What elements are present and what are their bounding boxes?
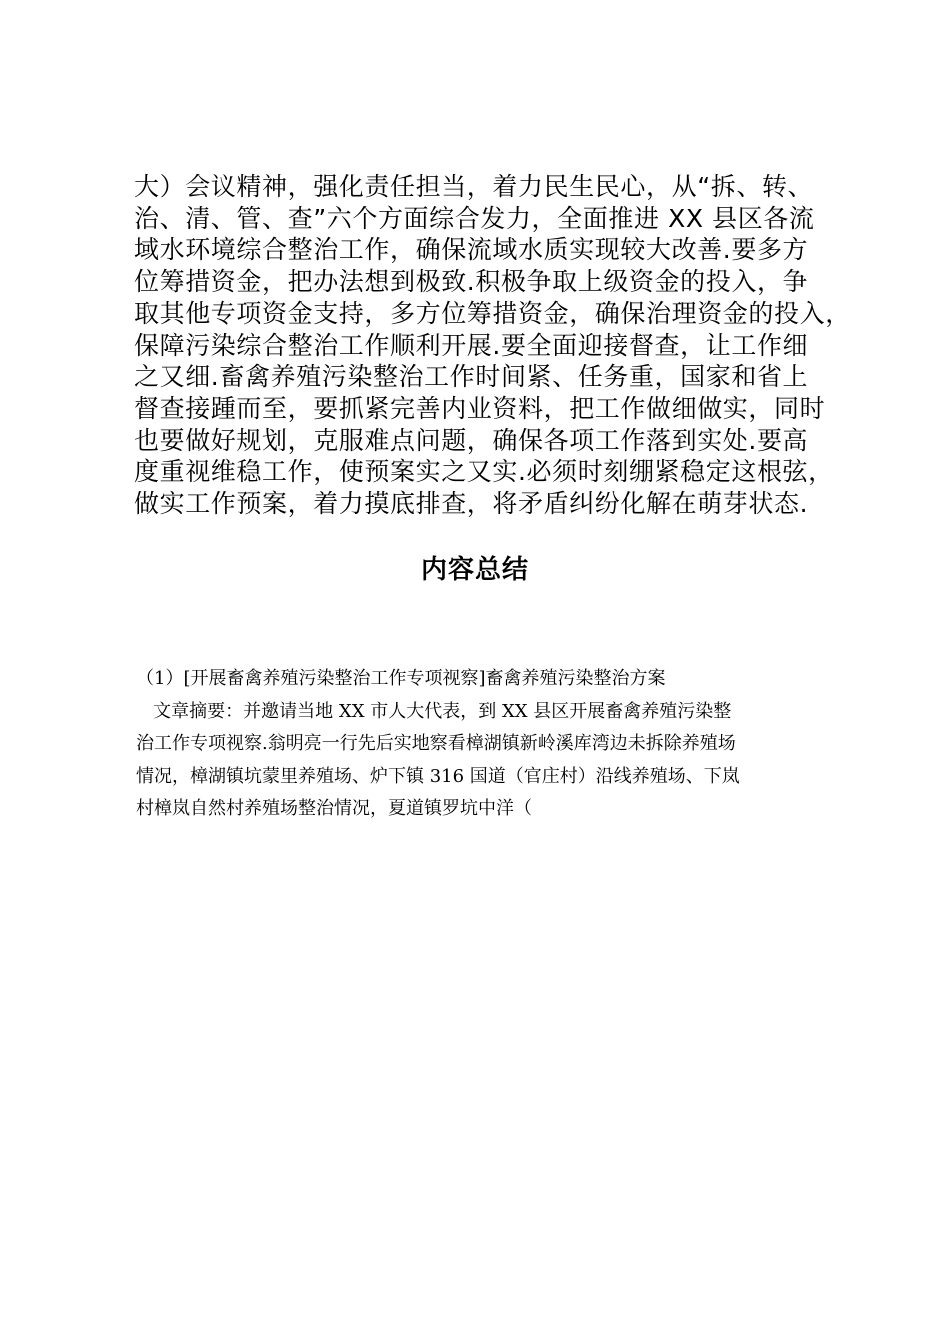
body-line: 域水环境综合整治工作，确保流域水质实现较大改善.要多方: [134, 235, 809, 265]
body-line: 督查接踵而至，要抓紧完善内业资料，把工作做细做实，同时: [134, 393, 826, 423]
body-line: 之又细.畜禽养殖污染整治工作时间紧、任务重，国家和省上: [134, 362, 809, 392]
body-line: 位筹措资金，把办法想到极致.积极争取上级资金的投入，争: [134, 267, 809, 297]
body-line: 也要做好规划，克服难点问题，确保各项工作落到实处.要高: [134, 425, 809, 455]
summary-line: 治工作专项视察.翁明亮一行先后实地察看樟湖镇新岭溪库湾边未拆除养殖场: [136, 733, 736, 754]
summary-paragraph: [136, 663, 836, 826]
body-line: 取其他专项资金支持，多方位筹措资金，确保治理资金的投入，: [134, 298, 851, 328]
body-line: 做实工作预案，着力摸底排查，将矛盾纠纷化解在萌芽状态.: [134, 489, 809, 519]
body-line: 大）会议精神，强化责任担当，着力民生民心，从“拆、转、: [134, 172, 814, 201]
body-paragraph: [134, 171, 851, 520]
body-line: 度重视维稳工作，使预案实之又实.必须时刻绷紧稳定这根弦，: [134, 457, 834, 487]
summary-line: 文章摘要：并邀请当地 XX 市人大代表，到 XX 县区开展畜禽养殖污染整: [136, 700, 732, 722]
body-line: 治、清、管、查”六个方面综合发力，全面推进 XX 县区各流: [134, 203, 815, 233]
summary-line: 村樟岚自然村养殖场整治情况，夏道镇罗坑中洋（: [136, 798, 532, 819]
body-line: 保障污染综合整治工作顺利开展.要全面迎接督查，让工作细: [134, 330, 809, 360]
section-heading: 内容总结: [420, 555, 529, 585]
summary-line: 情况，樟湖镇坑蒙里养殖场、炉下镇 316 国道（官庄村）沿线养殖场、下岚: [136, 765, 740, 787]
summary-title: （1）[开展畜禽养殖污染整治工作专项视察]畜禽养殖污染整治方案: [136, 668, 666, 689]
